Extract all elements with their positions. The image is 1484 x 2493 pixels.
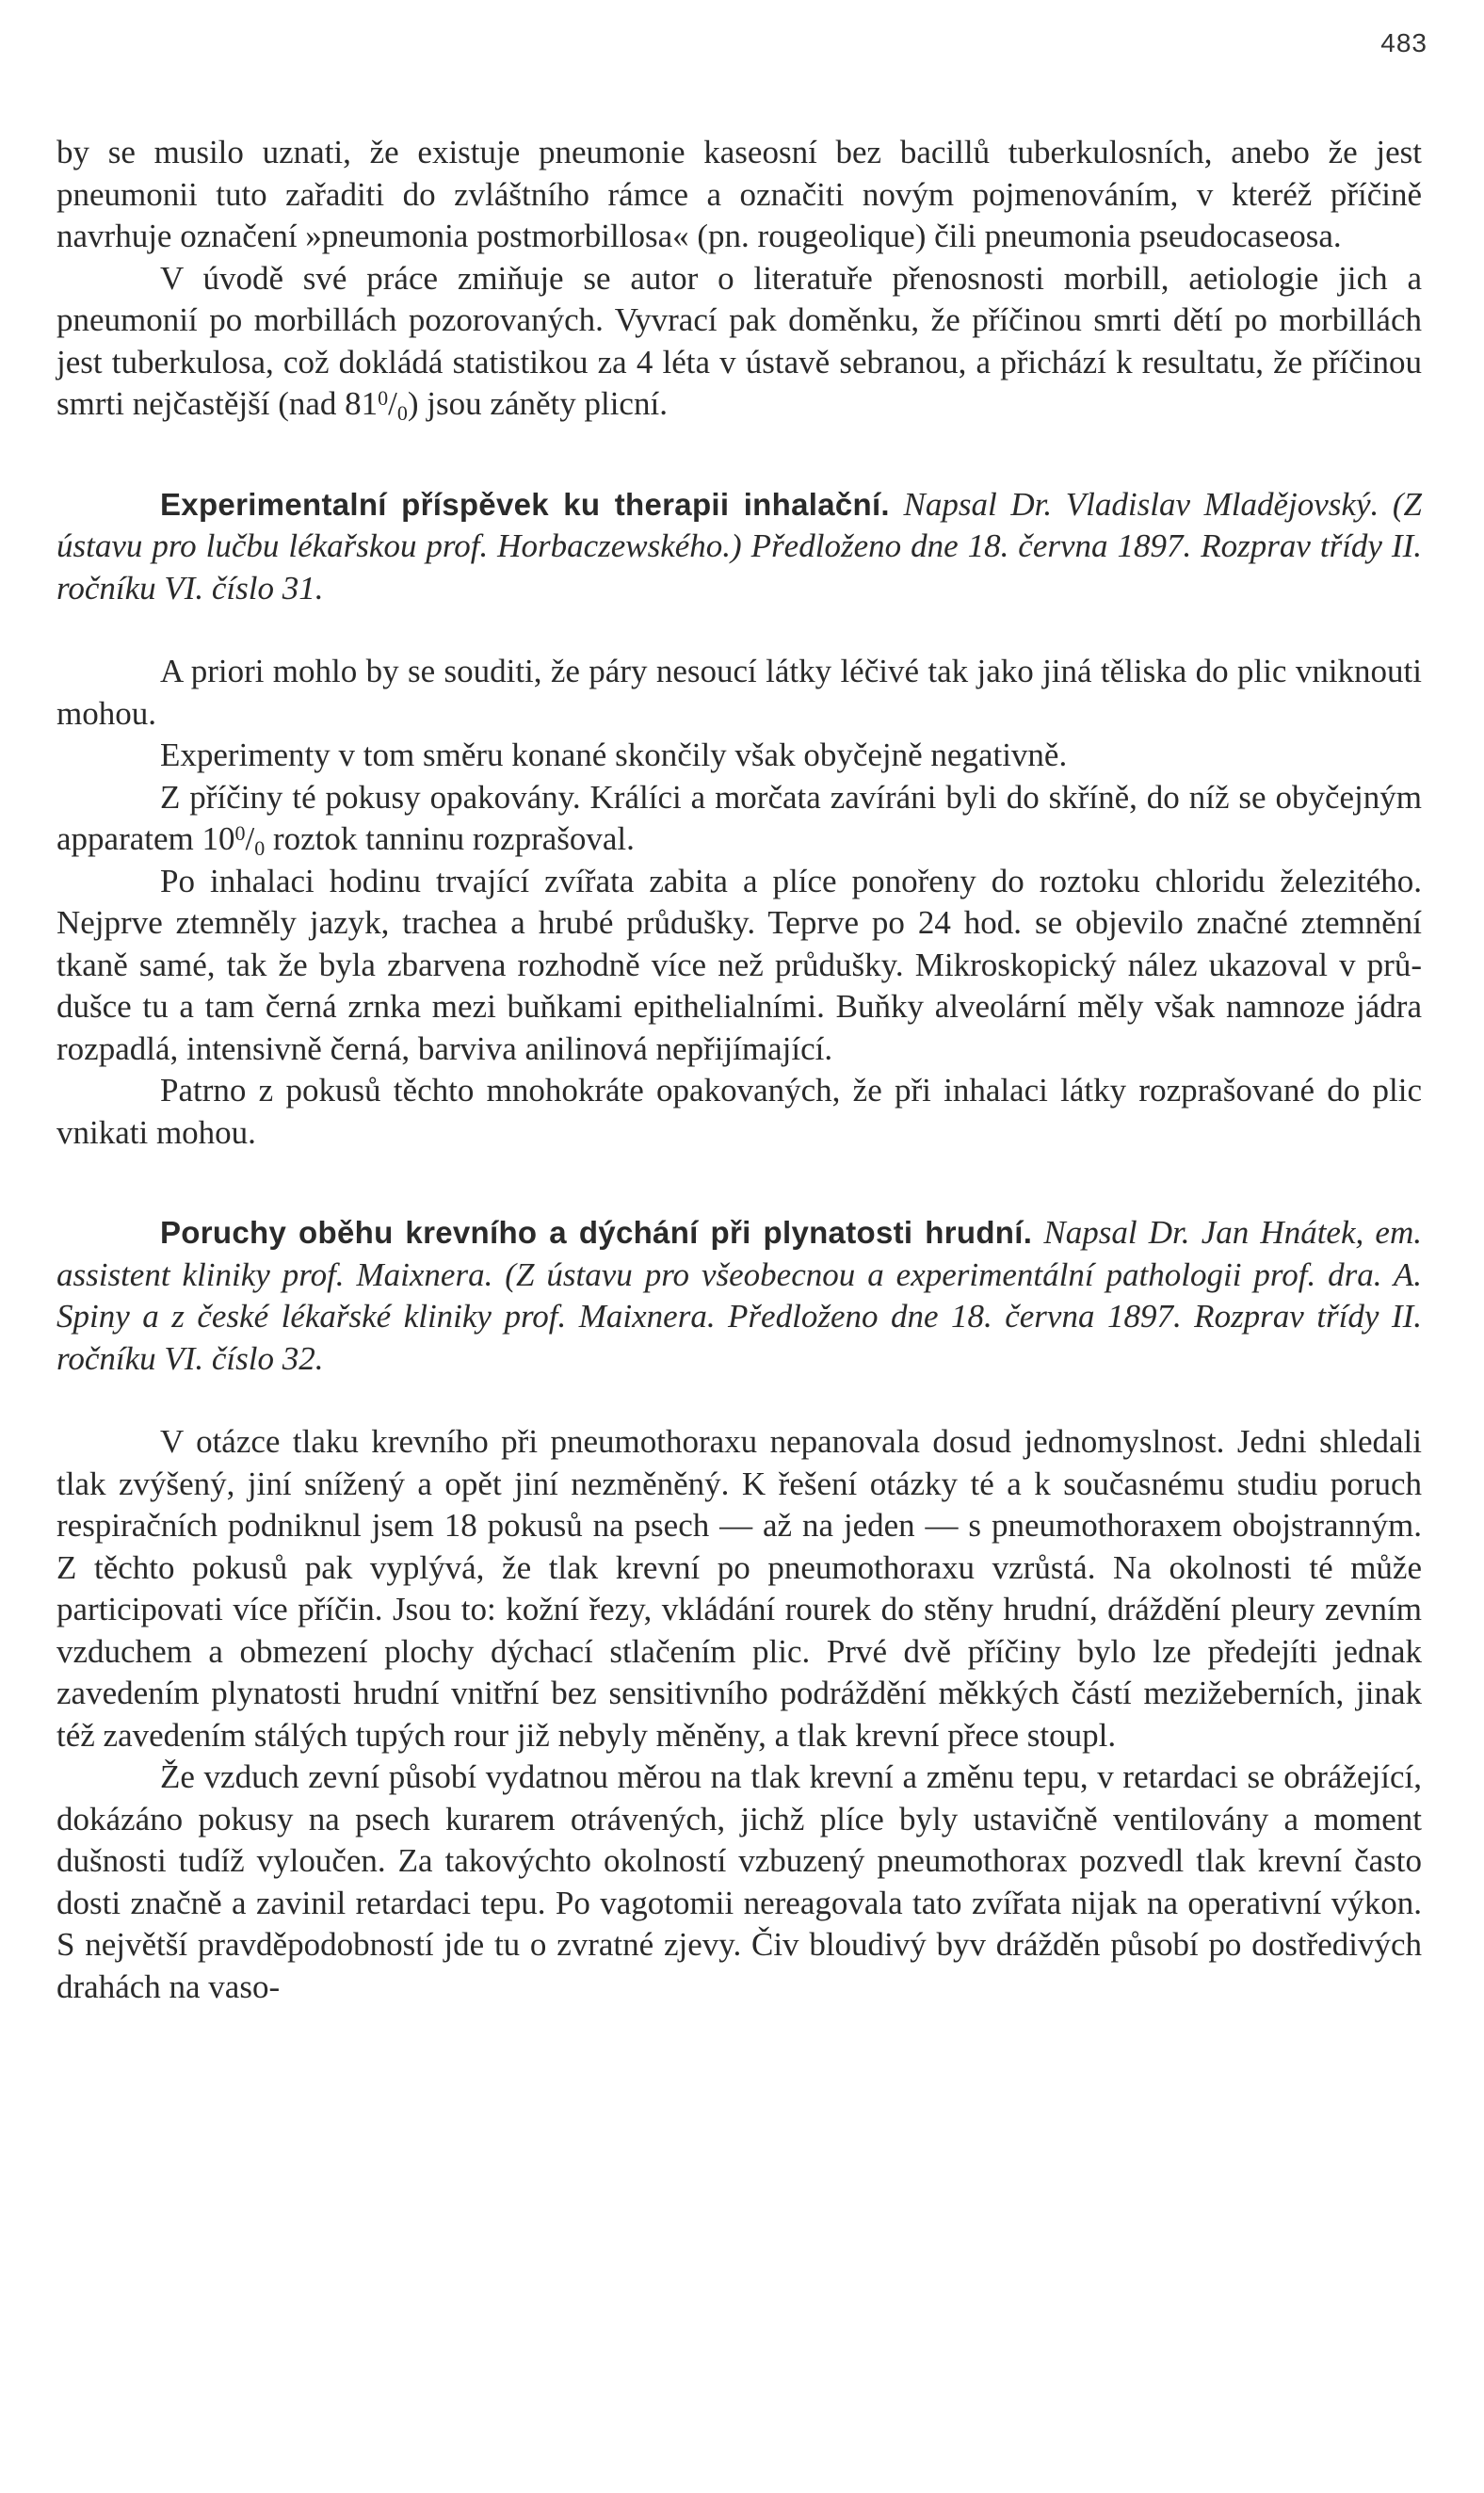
article-1-p3-subscript: 0 (254, 836, 266, 860)
article-inhalation-therapy (56, 484, 1422, 1155)
intro-paragraph-1: by se musilo uznati, že existuje pneumonie kaseosní bez bacillů tuberkulosních, anebo že jest pneumonii tuto zařaditi do zvláštního rámce a označiti novým pojmenováním, v kteréž příčině navrhuje označení »pneumonia postmorbillosa« (pn. rougeolique) čili pneumonia pseudocaseosa. (56, 134, 1422, 254)
article-1-byline: Napsal Dr. Vladislav Mladějovský. (Z ústavu pro lučbu lékařskou prof. Horbaczewského.) Předloženo dne 18. června 1897. Rozprav třídy II. ročníku VI. číslo 31. (56, 485, 1422, 607)
article-1-paragraph-5: Patrno z pokusů těchto mnohokráte opakovaných, že při inhalaci látky rozprašované do plic vnikati mohou. (56, 1072, 1422, 1151)
article-1-paragraph-4: Po inhalaci hodinu trvající zvířata zabita a plíce ponořeny do roztoku chloridu železitého. Nejprve ztemněly jazyk, trachea a hrubé průdušky. Teprve po 24 hod. se objevilo značné ztemnění tkaně samé, tak že byla zbarvena rozhodně více než průdušky. Mikroskopický nález ukazoval v průdušce tu a tam černá zrnka mezi buňkami epithelialními. Buňky alveolární měly však namnoze jádra rozpadlá, intensivně černá, barviva anilinová nepřijímající. (56, 862, 1422, 1067)
article-1-paragraph-2: Experimenty v tom směru konané skončily však obyčejně negativně. (160, 737, 1068, 773)
intro-paragraph-2 (56, 258, 1422, 426)
intro-p2-text-after: ) jsou záněty plicní. (407, 385, 668, 422)
intro-p2-slash: / (388, 385, 397, 422)
page-number: 483 (1380, 28, 1428, 57)
intro-p2-text-before: V úvodě své práce zmiňuje se autor o literatuře přenosnosti morbill, aetiologie jich a pneumonií po morbillách pozorovaných. Vyvrací pak doměnku, že příčinou smrti dětí po morbillách jest tuberkulosa, což dokládá statistikou za 4 léta v ústavě sebranou, a přichází k resultatu, že příčinou smrti nejčastější (nad 81 (56, 259, 1422, 422)
article-2-byline: Napsal Dr. Jan Hnátek, em. assistent kliniky prof. Maixnera. (Z ústavu pro všeobecnou a experimentální pathologii prof. dra. A. Spiny a z české lékařské kliniky prof. Maixnera. Předloženo dne 18. června 1897. Rozprav třídy II. ročníku VI. číslo 32. (56, 1214, 1422, 1377)
article-1-paragraph-3 (56, 777, 1422, 861)
article-1-title: Experimentalní příspěvek ku therapii inhalační. (160, 486, 890, 522)
article-1-p3-slash: / (245, 820, 255, 857)
article-1-heading (56, 484, 1422, 610)
article-1-p3-text-after: roztok tanninu rozprašoval. (265, 820, 635, 857)
article-2-paragraph-1: V otázce tlaku krevního při pneumothoraxu nepanovala dosud jednomyslnost. Jedni shledali tlak zvýšený, jiní snížený a opět jiní nezměněný. K řešení otázky té a k současnému studiu poruch respiračních podniknul jsem 18 pokusů na psech — až na jeden — s pneumothoraxem obojstranným. Z těchto pokusů pak vyplývá, že tlak krevní po pneumothoraxu vzrůstá. Na okolnosti té může participovati více příčin. Jsou to: kožní řezy, vkládání rourek do stěny hrudní, dráždění pleury zevním vzduchem a obmezení plochy dýchací stlačením plic. Prvé dvě příčiny bylo lze předejíti jednak zavedením plynatosti hrudní vnitřní bez sensitivního podráždění měkkých částí mezižeberních, jinak též zavedením stálých tupých rour již nebyly měněny, a tlak krevní přece stoupl. (56, 1423, 1422, 1754)
article-2-paragraph-2: Že vzduch zevní působí vydatnou měrou na tlak krevní a změnu tepu, v retardaci se obrážející, dokázáno pokusy na psech kurarem otrávených, jichž plíce byly ustavičně ventilovány a moment dušnosti tudíž vyloučen. Za takovýchto okolností vzbuzený pneumothorax pozvedl tlak krevní často dosti značně a zavinil retardaci tepu. Po vagotomii nereagovala tato zvířata nijak na operativní výkon. S největší pravděpodobností jde tu o zvratné zjevy. Čiv bloudivý byv drážděn působí po dostředivých drahách na vaso- (56, 1758, 1422, 2005)
article-1-p3-text-before: Z příčiny té pokusy opakovány. Králíci a morčata zavíráni byli do skříně, do níž se obyčejným apparatem 10 (56, 778, 1422, 857)
article-1-p3-superscript: 0 (234, 821, 246, 845)
article-1-paragraph-1: A priori mohlo by se souditi, že páry nesoucí látky léčivé tak jako jiná těliska do plic vniknouti mohou. (56, 653, 1422, 732)
intro-p2-superscript: 0 (378, 386, 389, 410)
intro-p2-subscript: 0 (396, 401, 408, 425)
article-pneumothorax (56, 1212, 1422, 2008)
article-2-heading (56, 1212, 1422, 1380)
article-2-title: Poruchy oběhu krevního a dýchání při plynatosti hrudní. (160, 1215, 1033, 1250)
page-body (56, 132, 1422, 2008)
